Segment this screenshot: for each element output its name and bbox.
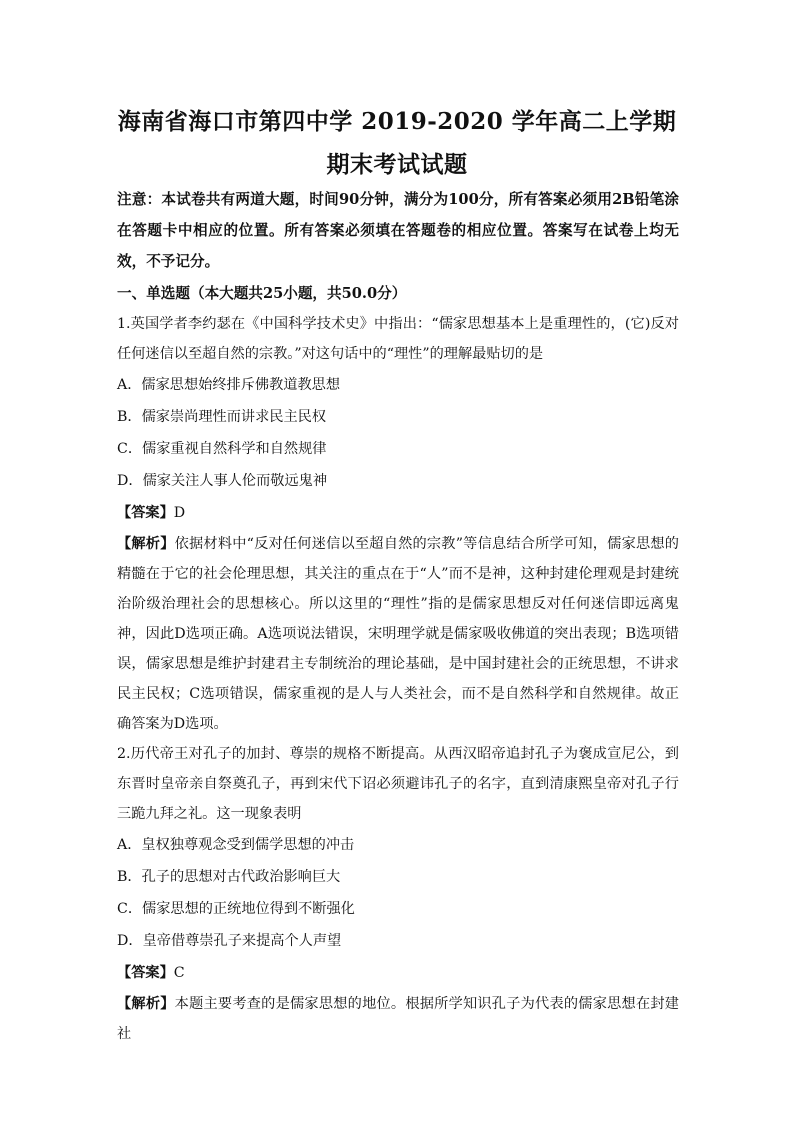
- analysis-label: 【解析】: [117, 996, 175, 1012]
- section-heading-single-choice: 一、单选题（本大题共25小题，共50.0分）: [117, 285, 407, 302]
- question-2: [117, 739, 679, 1049]
- analysis-text: 本题主要考查的是儒家思想的地位。根据所学知识孔子为代表的儒家思想在封建社: [117, 996, 679, 1042]
- question-2-analysis: [117, 989, 679, 1049]
- answer-value: D: [173, 505, 186, 521]
- question-1-analysis: [117, 529, 679, 739]
- question-1-stem: 1.英国学者李约瑟在《中国科学技术史》中指出：“儒家思想基本上是重理性的，(它)反对任何迷信以至超自然的宗教。”对这句话中的“理性”的理解最贴切的是: [117, 316, 679, 362]
- exam-content: [117, 184, 679, 1049]
- question-1-answer: [117, 497, 679, 529]
- question-1-option-d: D．儒家关注人事人伦而敬远鬼神: [117, 473, 328, 489]
- question-1: [117, 309, 679, 739]
- answer-label: 【答案】: [117, 965, 174, 981]
- answer-label: 【答案】: [117, 505, 174, 521]
- exam-title-line-1: 海南省海口市第四中学 2019-2020 学年高二上学期: [117, 108, 677, 135]
- question-1-option-b: B．儒家崇尚理性而讲求民主民权: [117, 409, 327, 425]
- question-2-option-b: B．孔子的思想对古代政治影响巨大: [117, 869, 341, 885]
- question-2-stem: 2.历代帝王对孔子的加封、尊崇的规格不断提高。从西汉昭帝追封孔子为褒成宣尼公，到东晋时皇帝亲自祭奠孔子，再到宋代下诏必须避讳孔子的名字，直到清康熙皇帝对孔子行三跪九拜之礼。这一现象表明: [117, 746, 679, 822]
- exam-notice: 注意：本试卷共有两道大题，时间90分钟，满分为100分，所有答案必须用2B铅笔涂在答题卡中相应的位置。所有答案必须填在答题卷的相应位置。答案写在试卷上均无效，不予记分。: [117, 191, 679, 270]
- analysis-label: 【解析】: [117, 536, 175, 552]
- answer-value: C: [173, 965, 185, 981]
- question-2-option-c: C．儒家思想的正统地位得到不断强化: [117, 901, 355, 917]
- question-2-option-a: A．皇权独尊观念受到儒学思想的冲击: [117, 837, 355, 853]
- exam-title-line-2: 期末考试试题: [326, 151, 468, 178]
- analysis-text: 依据材料中“反对任何迷信以至超自然的宗教”等信息结合所学可知，儒家思想的精髓在于它的社会伦理思想，其关注的重点在于“人”而不是神，这种封建伦理观是封建统治阶级治理社会的思想核心。所以这里的“理性”指的是儒家思想反对任何迷信即远离鬼神，因此D选项正确。A选项说法错误，宋明理学就是儒家吸收佛道的突出表现；B选项错误，儒家思想是维护封建君主专制统治的理论基础，是中国封建社会的正统思想，不讲求民主民权；C选项错误，儒家重视的是人与人类社会，而不是自然科学和自然规律。故正确答案为D选项。: [117, 536, 679, 732]
- question-2-answer: [117, 957, 679, 989]
- question-2-option-d: D．皇帝借尊崇孔子来提高个人声望: [117, 933, 342, 949]
- question-1-option-c: C．儒家重视自然科学和自然规律: [117, 441, 327, 457]
- question-1-option-a: A．儒家思想始终排斥佛教道教思想: [117, 377, 341, 393]
